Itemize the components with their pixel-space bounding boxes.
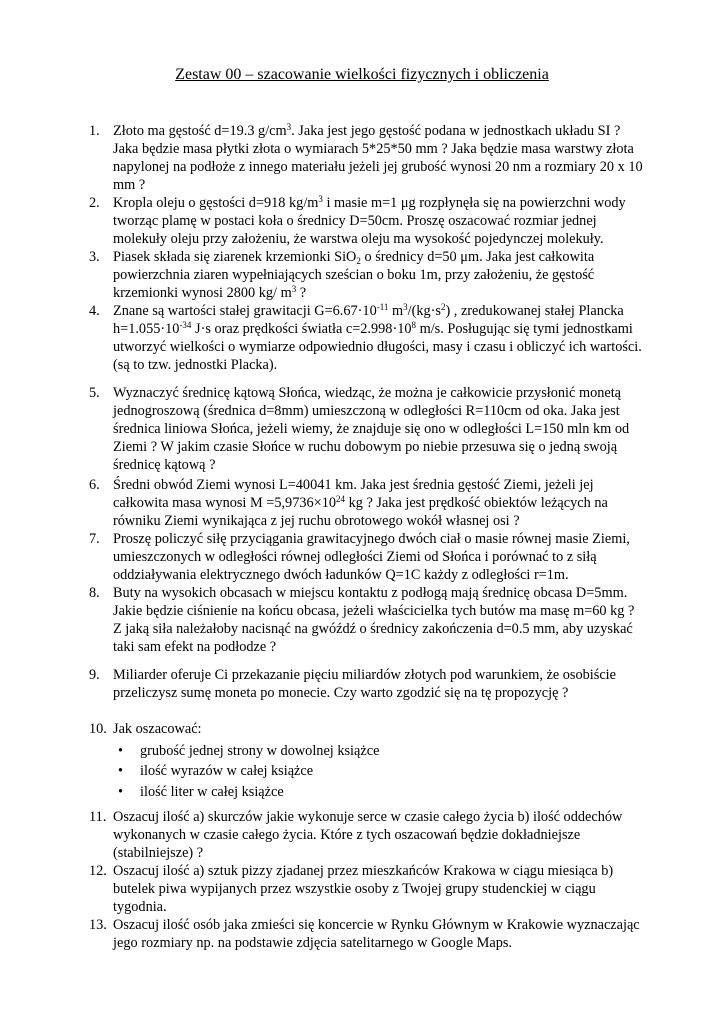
exercise-number: 11. — [89, 809, 107, 825]
exercise-text-line: umieszczonych w odległości równej odległości Ziemi od Słońca i porównać to z siłą — [113, 549, 597, 565]
exercise-text-line: średnicę kątową ? — [113, 457, 216, 473]
bullet-item — [0, 782, 724, 802]
exercise-text-line: butelek piwa wypijanych przez wszystkie osoby z Twojej grupy studenckiej w ciągu — [113, 881, 596, 897]
document-title: Zestaw 00 – szacowanie wielkości fizycznych i obliczenia — [175, 66, 549, 83]
exercise-number: 13. — [89, 917, 107, 933]
exercise-text-line: (są to tzw. jednostki Placka). — [113, 357, 278, 373]
exercise-number: 1. — [89, 123, 100, 139]
exercise-number: 10. — [89, 721, 107, 737]
bullet-icon: • — [118, 783, 124, 800]
exercise-text-line: jego rozmiary np. na podstawie zdjęcia satelitarnego w Google Maps. — [113, 935, 512, 951]
exercise-text-line: Znane są wartości stałej grawitacji $G=6.67\cdot 10^{-11}$ $m^3/(kg\cdot s^2)$ , zredukowanej stałej Plancka — [113, 302, 624, 319]
exercise-text-line: Oszacuj ilość osób jaka zmieści się koncercie w Rynku Głównym w Krakowie wyznaczając — [113, 917, 640, 933]
exercise-text-line: tworząc plamę w postaci koła o średnicy D=50cm. Proszę oszacować rozmiar jednej — [113, 213, 597, 229]
exercise-number: 7. — [89, 531, 100, 547]
bullet-text: ilość liter w całej książce — [140, 783, 284, 800]
bullet-text: grubość jednej strony w dowolnej książce — [140, 743, 380, 759]
exercise-number: 8. — [89, 585, 100, 601]
exercise-text-line: Z jaką siła należałoby nacisnąć na gwóźdź o średnicy zakończenia d=0.5 mm, aby uzyskać — [113, 621, 633, 637]
exercise-text-line: Jaka będzie masa płytki złota o wymiarach 5*25*50 mm ? Jaka będzie masa warstwy złota — [113, 141, 634, 157]
exercise-text-line: Ziemi ? W jakim czasie Słońce w ruchu dobowym po niebie przesuwa się o jedną swoją — [113, 439, 618, 455]
exercise-number: 4. — [89, 303, 100, 319]
exercise-text-line: oddziaływania elektrycznego dwóch ładunków Q=1C każdy z odległości r=1m. — [113, 567, 569, 583]
exercise-text-line: całkowita masa wynosi $M =5,9736\times 10^{24}$ kg ? Jaka jest prędkość obiektów leżących na — [113, 494, 608, 511]
exercise-text-line: Oszacuj ilość a) skurczów jakie wykonuje serce w czasie całego życia b) ilość oddechów — [113, 809, 623, 825]
exercise-text-line: krzemionki wynosi 2800 kg/ $m^3$ ? — [113, 284, 307, 301]
exercise-text-line: średnica liniowa Słońca, jeżeli wiemy, że znajduje się ono w odległości L=150 mln km od — [113, 421, 630, 437]
exercise-text-line: tygodnia. — [113, 899, 167, 915]
exercise-number: 9. — [89, 667, 100, 683]
exercise-text-line: wykonanych w czasie całego życia. Które z tych oszacowań będzie dokładniejsze — [113, 827, 581, 843]
exercise-text-line: Średni obwód Ziemi wynosi L=40041 km. Jaka jest średnia gęstość Ziemi, jeżeli jej — [113, 477, 594, 493]
exercise-text-line: taki sam efekt na podłodze ? — [113, 639, 277, 655]
exercise-text-line: Jakie będzie ciśnienie na końcu obcasa, jeżeli właścicielka tych butów ma masę m=60 kg ? — [113, 603, 635, 619]
exercise-text-line: napylonej na podłoże z innego materiału jeżeli jej grubość wynosi 20 nm a rozmiary 20 x 10 — [113, 159, 643, 175]
exercise-text-line: Złoto ma gęstość d=19.3 $g/cm^3$. Jaka jest jego gęstość podana w jednostkach układu SI ? — [113, 122, 621, 139]
exercise-text-line: Piasek składa się ziarenek krzemionki SiO$_2$ o średnicy d=50 μm. Jaka jest całkowita — [113, 249, 595, 266]
exercise-text-line: utworzyć wielkości o wymiarze odpowiednio długości, masy i czasu i obliczyć ich wartości. — [113, 339, 642, 355]
exercise-text-line: $h=1.055\cdot 10^{-34}$ J·s oraz prędkości światła $c=2.998\cdot 10^8$ m/s. Posługując się tymi jednostkami — [113, 320, 633, 337]
exercise-text-line: Oszacuj ilość a) sztuk pizzy zjadanej przez mieszkańców Krakowa w ciągu miesiąca b) — [113, 863, 614, 879]
exercise-text-line: Kropla oleju o gęstości d=918 $kg/m^3$ i masie m=1 μg rozpłynęła się na powierzchni wody — [113, 194, 626, 211]
bullet-text: ilość wyrazów w całej książce — [140, 763, 314, 780]
exercise-text-line: mm ? — [113, 177, 146, 193]
exercise-number: 12. — [89, 863, 107, 879]
exercise-text-line: Buty na wysokich obcasach w miejscu kontaktu z podłogą mają średnicę obcasa D=5mm. — [113, 585, 628, 601]
bullet-item — [0, 741, 724, 761]
bullet-item — [0, 761, 724, 781]
exercise-text-line: powierzchnia ziaren wypełniających sześcian o boku 1m, przy założeniu, że gęstość — [113, 267, 595, 283]
exercise-text-line: Wyznaczyć średnicę kątową Słońca, wiedząc, że można je całkowicie przysłonić monetą — [113, 385, 622, 401]
bullet-list — [0, 741, 724, 802]
exercise-number: 6. — [89, 477, 100, 493]
exercise-number: 2. — [89, 195, 100, 211]
exercise-text-line: jednogroszową (średnica d=8mm) umieszczoną w odległości R=110cm od oka. Jaka jest — [113, 403, 620, 419]
exercise-text-line: molekuły oleju przy założeniu, że warstwa oleju ma wysokość pojedynczej molekuły. — [113, 231, 604, 247]
exercise-text-line: Miliarder oferuje Ci przekazanie pięciu miliardów złotych pod warunkiem, że osobiście — [113, 667, 616, 683]
exercise-number: 5. — [89, 385, 100, 401]
exercise-text-line: (stabilniejsze) ? — [113, 845, 204, 861]
bullet-icon: • — [118, 743, 124, 759]
exercise-text-line: przeliczysz sumę moneta po monecie. Czy warto zgodzić się na tę propozycję ? — [113, 685, 569, 701]
bullet-icon: • — [118, 763, 124, 780]
exercise-text-line: Proszę policzyć siłę przyciągania grawitacyjnego dwóch ciał o masie równej masie Ziemi, — [113, 531, 630, 547]
exercise-text-line: Jak oszacować: — [113, 721, 202, 737]
exercise-number: 3. — [89, 249, 100, 265]
exercise-text-line: równiku Ziemi wynikająca z jej ruchu obrotowego wokół własnej osi ? — [113, 513, 520, 529]
